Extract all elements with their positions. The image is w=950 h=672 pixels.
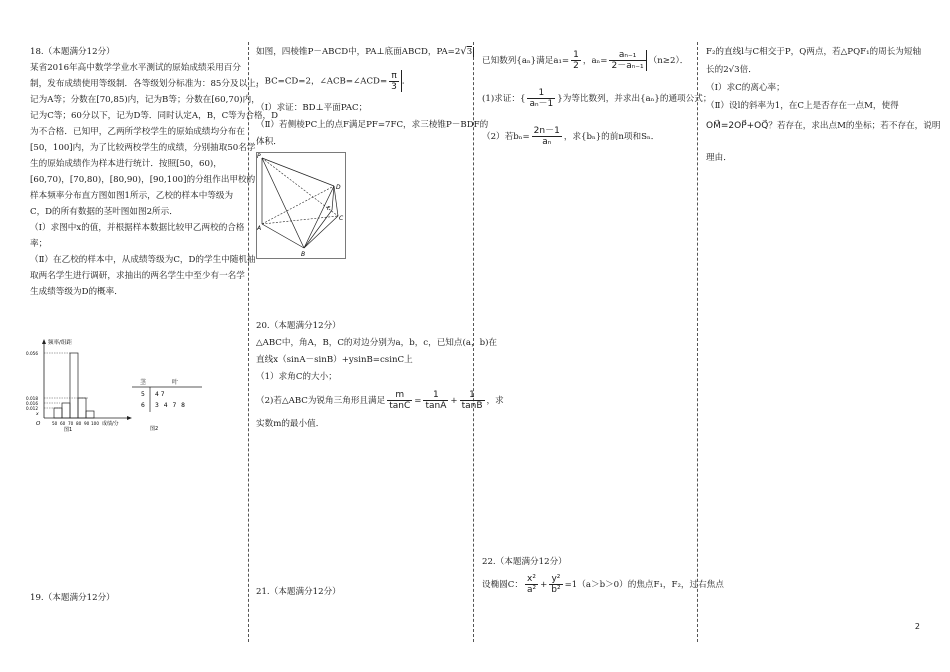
histogram-figure-1: [24, 336, 144, 432]
q22-part2: （Ⅱ）设l的斜率为1，在C上是否存在一点M，使得: [706, 101, 899, 111]
q21-part1: (1)求证：{ $\frac{1}{\text{aₙ－1}}$ }为等比数列，并求出{aₙ}的通项公式；: [482, 88, 712, 109]
q18-line: 制，发布成绩使用等级制．各等级划分标准为：85分及以上，: [30, 79, 265, 89]
hist-xtick-1: 60: [60, 421, 66, 426]
hist-ytick-0: 0.018: [26, 396, 38, 401]
hist-bar-50-60: [54, 408, 62, 418]
q19-part1: （Ⅰ）求证：BD⊥平面PAC；: [256, 103, 368, 113]
q18-line: 记为C等；60分以下，记为D等．同时认定A，B，C等为合格，D: [30, 111, 279, 121]
q20-line2: 直线x（sinA－sinB）+ysinB=csinC上: [256, 355, 413, 365]
q18-line: 生成绩等级为D的概率．: [30, 287, 123, 297]
q19-intro-root: 3: [466, 47, 473, 57]
hist-ylabel: 频率/组距: [48, 340, 72, 346]
q18-line: 某省2016年高中数学学业水平测试的原始成绩采用百分: [30, 63, 241, 73]
hist-bar-60-70: [62, 403, 70, 418]
q22-vector-eq: OM⃗=2OP⃗+OQ⃗: [706, 121, 769, 131]
hist-ytick-top: 0.056: [26, 351, 38, 356]
column-divider-3: [697, 42, 698, 642]
pyr-label-c: C: [339, 215, 344, 222]
q18-line: [50，100]内，为了比较两校学生的成绩，分别抽取50名学: [30, 143, 256, 153]
q19-part2b: 体积．: [256, 137, 282, 147]
q19-intro-text: 如图，四棱锥P－ABCD中，PA⊥底面ABCD，PA=2: [256, 47, 461, 57]
hist-origin: O: [36, 421, 41, 427]
hist-bar-90-100: [86, 411, 94, 418]
leaf-header: 叶: [172, 379, 179, 386]
column-divider-1: [248, 42, 249, 642]
hist-bar-70-80: [70, 353, 78, 418]
q19-intro: [256, 44, 477, 60]
page-number: 2: [914, 622, 920, 631]
q18-line: （Ⅱ）在乙校的样本中，从成绩等级为C，D的学生中随机抽: [30, 255, 256, 265]
pyr-label-p: P: [257, 153, 261, 160]
hist-xlabel: 成绩/分: [102, 421, 119, 427]
stem-leaf-figure-2: [128, 374, 208, 434]
q22-line1: 设椭圆C： $\frac{\text{x²}}{\text{a²}}$ + $\frac{\text{y²}}{\text{b²}}$ =1（a＞b＞0）的焦点F₁，F₂，过右焦点: [482, 574, 724, 595]
q22-part2-vector: OM⃗=2OP⃗+OQ⃗？若存在，求出点M的坐标；若不存在，说明: [706, 121, 941, 131]
q18-line: C，D的所有数据的茎叶图如图2所示．: [30, 207, 178, 217]
q22-cont2: 长的2√3倍．: [706, 65, 757, 75]
q18-line: [60,70)，[70,80)，[80,90)，[90,100]的分组作出甲校的: [30, 175, 256, 185]
q18-line: 为不合格．已知甲，乙两所学校学生的原始成绩均分布在: [30, 127, 245, 137]
q22-part1: （Ⅰ）求C的离心率；: [706, 83, 785, 93]
hist-xtick-3: 80: [76, 421, 82, 426]
hist-caption: 图1: [64, 427, 73, 432]
hist-xtick-4: 90: [84, 421, 90, 426]
stem-caption: 图2: [150, 426, 159, 432]
hist-xtick-0: 50: [52, 421, 58, 426]
q20-title: 20.（本题满分12分）: [256, 321, 341, 331]
pyr-label-f: F: [327, 206, 331, 212]
q18-line: 率；: [30, 239, 48, 249]
sqrt-symbol: √: [460, 46, 467, 57]
hist-xtick-5: 100: [91, 421, 99, 426]
stem-row-0: 5: [141, 391, 145, 398]
q22-title: 22.（本题满分12分）: [482, 557, 567, 567]
q19-part2: （Ⅱ）若侧棱PC上的点F满足PF=7FC，求三棱锥P－BDF的: [256, 120, 489, 130]
q20-part2b: 实数m的最小值．: [256, 419, 325, 429]
leaf-row-1: 3 4 7 8: [155, 402, 185, 409]
q19-line2: ，BC=CD=2，∠ACB=∠ACD= $\frac{\pi}{3}$ ．: [256, 70, 411, 92]
pyramid-figure: [256, 152, 346, 260]
q21-line1: 已知数列{aₙ}满足a₁= $\frac{1}{2}$ ，aₙ= $\frac{\text{aₙ₋₁}}{\text{2－aₙ₋₁}}$ （n≥2）．: [482, 50, 689, 71]
q18-line: 记为A等；分数在[70,85)内，记为B等；分数在[60,70)内，: [30, 95, 260, 105]
hist-xtick-2: 70: [68, 421, 74, 426]
hist-bar-80-90: [78, 398, 86, 418]
q18-line: 样本频率分布直方图如图1所示，乙校的样本中等级为: [30, 191, 234, 201]
pyr-label-b: B: [301, 251, 306, 258]
q18-line: （I）求图中x的值，并根据样本数据比较甲乙两校的合格: [30, 223, 245, 233]
q22-part2b: 理由．: [706, 153, 732, 163]
q20-part1: （1）求角C的大小；: [256, 372, 337, 382]
q18-line: 取两名学生进行调研，求抽出的两名学生中至少有一名学: [30, 271, 245, 281]
q20-line1: △ABC中，角A，B，C的对边分别为a，b，c，已知点(a，b)在: [256, 338, 498, 348]
pyr-label-d: D: [336, 184, 341, 191]
q18-line: 生的原始成绩作为样本进行统计．按照[50，60)，: [30, 159, 222, 169]
q21-title: 21.（本题满分12分）: [256, 587, 341, 597]
q21-part2: （2）若bₙ= $\frac{2n-1}{\text{aₙ}}$ ，求{bₙ}的前n项和Sₙ．: [482, 126, 660, 147]
q22-cont1: F₂的直线l与C相交于P，Q两点，若△PQF₁的周长为短轴: [706, 47, 922, 57]
q18-title: 18.（本题满分12分）: [30, 47, 115, 57]
pyr-label-a: A: [257, 225, 262, 232]
q19-title: 19.（本题满分12分）: [30, 593, 115, 603]
stem-row-1: 6: [141, 402, 145, 409]
leaf-row-0: 4 7: [155, 391, 165, 398]
hist-ytick-1: 0.016: [26, 401, 38, 406]
stem-header: 茎: [140, 379, 147, 386]
hist-ytick-2: 0.012: [26, 406, 38, 411]
hist-ytick-x: x: [36, 412, 39, 417]
q20-part2: （2)若△ABC为锐角三角形且满足 $\frac{m}{\tan C}$ = $\frac{1}{\tan A}$ + $\frac{1}{\tan B}$ ，求: [256, 390, 504, 411]
